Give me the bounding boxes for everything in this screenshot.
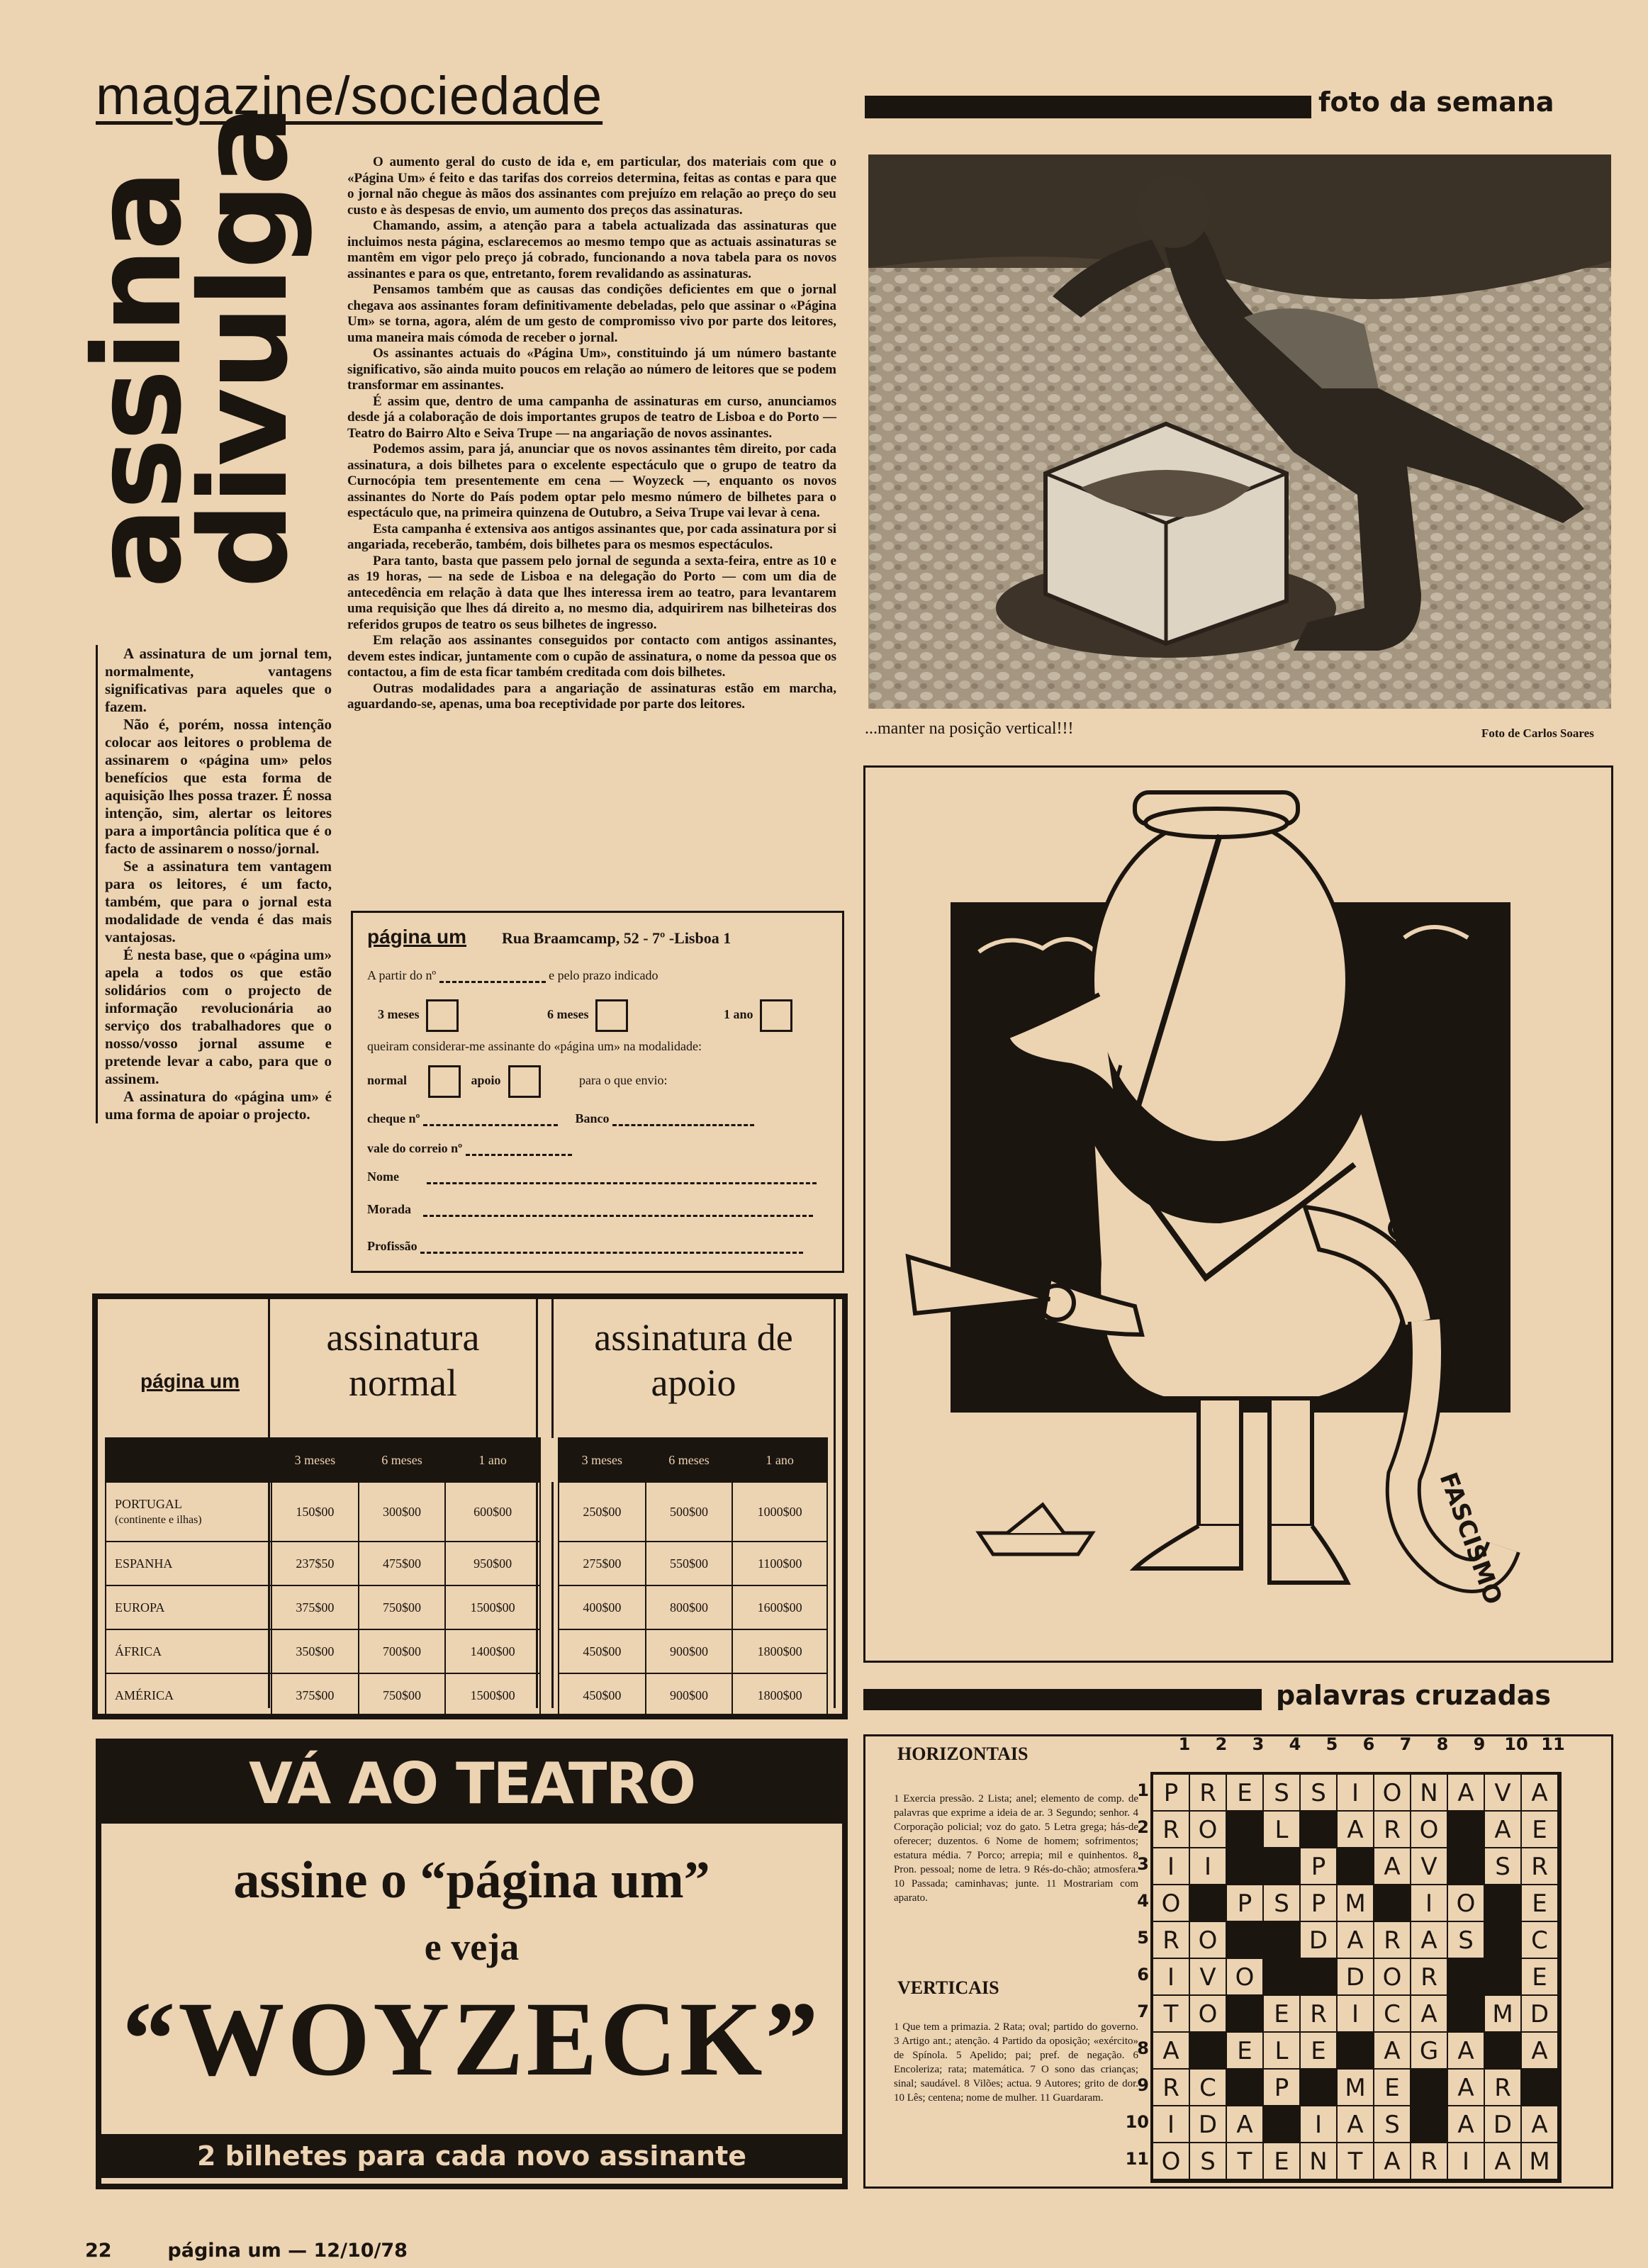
- crossword-cell[interactable]: I: [1153, 1848, 1190, 1885]
- crossword-cell[interactable]: A: [1374, 2143, 1411, 2180]
- crossword-cell[interactable]: V: [1190, 1959, 1227, 1996]
- region-name: ESPANHA: [106, 1542, 271, 1585]
- crossword-row-numbers: [1125, 1770, 1149, 2182]
- price-grid: [105, 1437, 828, 1718]
- down-title: VERTICAIS: [897, 1977, 999, 1998]
- crossword-column-number: 8: [1436, 1734, 1449, 1754]
- intro-column: [96, 645, 332, 1123]
- crossword-cell[interactable]: A: [1411, 1996, 1448, 2033]
- normal-checkbox[interactable]: [428, 1065, 461, 1098]
- crossword-column-number: 9: [1473, 1734, 1486, 1754]
- crossword-cell[interactable]: A: [1227, 2106, 1264, 2143]
- period-header: 1 ano: [445, 1438, 540, 1482]
- cartoon-drawing: [865, 768, 1611, 1661]
- crossword-black-cell: [1227, 2070, 1264, 2106]
- price-cell: 475$00: [359, 1542, 446, 1585]
- photo-heading-rule: [865, 96, 1311, 118]
- crossword-cell[interactable]: P: [1301, 1848, 1338, 1885]
- crossword-cell[interactable]: M: [1338, 2070, 1374, 2106]
- price-cell: 700$00: [359, 1629, 446, 1673]
- crossword-column-number: 3: [1252, 1734, 1265, 1754]
- crossword-black-cell: [1485, 1959, 1522, 1996]
- region-name: AMÉRICA: [106, 1673, 271, 1717]
- crossword-cell[interactable]: O: [1190, 1812, 1227, 1848]
- feature-title-line2: divulga: [174, 107, 315, 588]
- crossword-cell[interactable]: L: [1264, 1812, 1301, 1848]
- crossword-row-number: 3: [1137, 1854, 1149, 1874]
- crossword-cell[interactable]: R: [1411, 2143, 1448, 2180]
- crossword-black-cell: [1448, 1959, 1485, 1996]
- crossword-black-cell: [1227, 1848, 1264, 1885]
- price-cell: 375$00: [271, 1673, 359, 1717]
- crossword-black-cell: [1190, 2033, 1227, 2070]
- crossword-column-number: 6: [1362, 1734, 1375, 1754]
- crossword-cell[interactable]: O: [1190, 1996, 1227, 2033]
- crossword-column-number: 7: [1399, 1734, 1412, 1754]
- theatre-ad: [96, 1739, 848, 2189]
- crossword-cell[interactable]: P: [1264, 2070, 1301, 2106]
- region-name: ÁFRICA: [106, 1629, 271, 1673]
- crossword-cell[interactable]: C: [1522, 1922, 1559, 1959]
- crossword-cell[interactable]: A: [1338, 2106, 1374, 2143]
- crossword-cell[interactable]: I: [1301, 2106, 1338, 2143]
- crossword-cell[interactable]: A: [1411, 1922, 1448, 1959]
- article-paragraph: É assim que, dentro de uma campanha de assinaturas em curso, anunciamos desde já a colaboração de dois importantes grupos de teatro de Lisboa e do Porto — Teatro do Bairro Alto e Seiva Trupe — na angariação de novos assinantes.: [347, 393, 836, 441]
- crossword-column-number: 5: [1325, 1734, 1338, 1754]
- crossword-cell[interactable]: E: [1301, 2033, 1338, 2070]
- send-label: para o que envio:: [579, 1073, 668, 1088]
- price-cell: 1800$00: [732, 1629, 827, 1673]
- crossword-black-cell: [1301, 2070, 1338, 2106]
- crossword-cell[interactable]: I: [1411, 1885, 1448, 1922]
- crossword-cell[interactable]: A: [1338, 1812, 1374, 1848]
- price-cell: 900$00: [646, 1629, 733, 1673]
- photo-caption: ...manter na posição vertical!!!: [865, 719, 1074, 738]
- ad-play-title: “WOYZECK”: [122, 1980, 822, 2098]
- crossword-cell[interactable]: I: [1153, 2106, 1190, 2143]
- price-row: [106, 1482, 827, 1542]
- crossword-cell[interactable]: N: [1411, 1775, 1448, 1812]
- crossword-cell[interactable]: S: [1374, 2106, 1411, 2143]
- crossword-cell[interactable]: E: [1522, 1812, 1559, 1848]
- crossword-cell[interactable]: A: [1522, 2033, 1559, 2070]
- intro-paragraph: É nesta base, que o «página um» apela a todos os que estão solidários com o projecto de informação revolucionária ao serviço dos trabalhadores que o nosso/vosso jornal assume e pretende levar a cabo, para que o assinem.: [105, 946, 332, 1087]
- section-label: magazine/sociedade: [96, 66, 603, 126]
- period-label: e pelo prazo indicado: [549, 968, 658, 982]
- crossword-cell[interactable]: D: [1190, 2106, 1227, 2143]
- crossword-cell[interactable]: L: [1264, 2033, 1301, 2070]
- price-cell: 600$00: [445, 1482, 540, 1542]
- crossword-cell[interactable]: R: [1374, 1922, 1411, 1959]
- photo-heading: foto da semana: [1318, 86, 1554, 118]
- crossword-row-number: 5: [1137, 1928, 1149, 1948]
- crossword-black-cell: [1264, 1922, 1301, 1959]
- crossword-cell[interactable]: V: [1485, 1775, 1522, 1812]
- crossword-black-cell: [1374, 1885, 1411, 1922]
- masthead: página um — 12/10/78: [167, 2240, 408, 2262]
- name-field[interactable]: [427, 1171, 817, 1184]
- crossword-black-cell: [1338, 2033, 1374, 2070]
- price-cell: 300$00: [359, 1482, 446, 1542]
- crossword-cell[interactable]: I: [1338, 1996, 1374, 2033]
- option-3-label: 3 meses: [378, 1007, 420, 1022]
- crossword-black-cell: [1264, 2106, 1301, 2143]
- coupon-address: Rua Braamcamp, 52 - 7º -Lisboa 1: [502, 929, 731, 947]
- crossword-column-number: 1: [1178, 1734, 1191, 1754]
- photo-image: [868, 155, 1611, 709]
- crossword-row-number: 7: [1137, 2002, 1149, 2021]
- crossword-cell[interactable]: A: [1338, 1922, 1374, 1959]
- crossword-cell[interactable]: O: [1153, 1885, 1190, 1922]
- vale-label: vale do correio nº: [367, 1141, 463, 1155]
- price-row: [106, 1585, 827, 1629]
- price-cell: 900$00: [646, 1673, 733, 1717]
- price-cell: 250$00: [559, 1482, 646, 1542]
- crossword-cell[interactable]: M: [1485, 1996, 1522, 2033]
- crossword-cell[interactable]: R: [1190, 1775, 1227, 1812]
- crossword-row-number: 6: [1137, 1965, 1149, 1984]
- crossword-cell[interactable]: N: [1301, 2143, 1338, 2180]
- crossword-cell[interactable]: D: [1301, 1922, 1338, 1959]
- crossword-black-cell: [1227, 1812, 1264, 1848]
- crossword-black-cell: [1448, 1812, 1485, 1848]
- price-cell: 1000$00: [732, 1482, 827, 1542]
- intro-paragraph: A assinatura de um jornal tem, normalmente, vantagens significativas para aqueles que o fazem.: [105, 645, 332, 715]
- region-name: EUROPA: [106, 1585, 271, 1629]
- crossword-cell[interactable]: O: [1374, 1959, 1411, 1996]
- price-cell: 450$00: [559, 1673, 646, 1717]
- crossword-black-cell: [1227, 1996, 1264, 2033]
- vale-field[interactable]: [466, 1143, 572, 1156]
- period-header: 6 meses: [646, 1438, 733, 1482]
- ad-line2: e veja: [424, 1926, 520, 1968]
- intro-paragraph: A assinatura do «página um» é uma forma de apoiar o projecto.: [105, 1088, 332, 1123]
- price-cell: 350$00: [271, 1629, 359, 1673]
- crossword-cell[interactable]: O: [1411, 1812, 1448, 1848]
- price-cell: 450$00: [559, 1629, 646, 1673]
- crossword-row-number: 2: [1137, 1817, 1149, 1837]
- crossword-cell[interactable]: E: [1227, 2033, 1264, 2070]
- crossword-cell[interactable]: P: [1227, 1885, 1264, 1922]
- crossword-cell[interactable]: D: [1485, 2106, 1522, 2143]
- crossword-cell[interactable]: I: [1190, 1848, 1227, 1885]
- crossword-black-cell: [1411, 2106, 1448, 2143]
- cartoon-signature: ARA-1978: [975, 1419, 1073, 1442]
- crossword-cell[interactable]: T: [1153, 1996, 1190, 2033]
- apoio-title: assinatura de apoio: [594, 1316, 793, 1404]
- crossword-cell[interactable]: A: [1374, 1848, 1411, 1885]
- price-row: [106, 1629, 827, 1673]
- crossword-cell[interactable]: O: [1153, 2143, 1190, 2180]
- crossword-cell[interactable]: T: [1227, 2143, 1264, 2180]
- price-cell: 150$00: [271, 1482, 359, 1542]
- crossword-cell[interactable]: A: [1448, 2106, 1485, 2143]
- crossword-black-cell: [1522, 2070, 1559, 2106]
- price-row: [106, 1673, 827, 1717]
- crossword-cell[interactable]: R: [1411, 1959, 1448, 1996]
- price-cell: 1500$00: [445, 1673, 540, 1717]
- crossword-black-cell: [1301, 1959, 1338, 1996]
- crossword-grid: [1150, 1772, 1562, 2183]
- crossword-cell[interactable]: O: [1448, 1885, 1485, 1922]
- ad-line1: assine o “página um”: [233, 1851, 710, 1909]
- subscription-coupon: [351, 911, 844, 1273]
- crossword-cell[interactable]: O: [1374, 1775, 1411, 1812]
- cheque-label: cheque nº: [367, 1111, 420, 1125]
- bank-label: Banco: [575, 1111, 610, 1125]
- crossword-black-cell: [1485, 1922, 1522, 1959]
- crossword-cell[interactable]: S: [1264, 1885, 1301, 1922]
- apoio-checkbox[interactable]: [508, 1065, 541, 1098]
- address-field[interactable]: [423, 1203, 813, 1217]
- crossword-cell[interactable]: O: [1227, 1959, 1264, 1996]
- crossword-heading: palavras cruzadas: [1276, 1680, 1552, 1711]
- price-cell: 1800$00: [732, 1673, 827, 1717]
- name-label: Nome: [367, 1169, 399, 1184]
- feature-title: [68, 107, 319, 588]
- crossword-row-number: 8: [1137, 2038, 1149, 2058]
- crossword-column-number: 4: [1289, 1734, 1301, 1754]
- price-cell: 1500$00: [445, 1585, 540, 1629]
- crossword-cell[interactable]: S: [1264, 1775, 1301, 1812]
- crossword-black-cell: [1485, 2033, 1522, 2070]
- address-label: Morada: [367, 1202, 411, 1216]
- crossword-cell[interactable]: C: [1190, 2070, 1227, 2106]
- crossword-row-number: 11: [1125, 2149, 1149, 2169]
- crossword-cell[interactable]: I: [1338, 1775, 1374, 1812]
- crossword-black-cell: [1338, 1848, 1374, 1885]
- price-cell: 550$00: [646, 1542, 733, 1585]
- article-paragraph: Esta campanha é extensiva aos antigos assinantes que, por cada assinatura por si angariada, receberão, também, dois bilhetes para os mesmos espectáculos.: [347, 521, 836, 552]
- price-cell: 800$00: [646, 1585, 733, 1629]
- price-row: [106, 1542, 827, 1585]
- crossword-cell[interactable]: A: [1374, 2033, 1411, 2070]
- crossword-cell[interactable]: E: [1522, 1885, 1559, 1922]
- crossword-column-number: 10: [1504, 1734, 1528, 1754]
- crossword-cell[interactable]: A: [1522, 1775, 1559, 1812]
- political-cartoon: [863, 765, 1613, 1663]
- crossword-black-cell: [1190, 1885, 1227, 1922]
- intro-paragraph: Não é, porém, nossa intenção colocar aos leitores o problema de assinarem o «página um» pelos benefícios que esta forma de aquisição lhes possa trazer. É nossa intenção, sim, alertar os leitores para a importância política que é o facto de assinarem o nosso/jornal.: [105, 716, 332, 857]
- bank-field[interactable]: [612, 1113, 754, 1126]
- crossword-row-number: 10: [1125, 2112, 1149, 2132]
- crossword-cell[interactable]: I: [1153, 1959, 1190, 1996]
- crossword-black-cell: [1448, 1996, 1485, 2033]
- period-header: 1 ano: [732, 1438, 827, 1482]
- article-paragraph: Pensamos também que as causas das condições deficientes em que o jornal chegava aos assinantes foram definitivamente debeladas, pelo que assinar o «Página Um» se torna, agora, além de um gesto de compromisso vivo por parte dos leitores, uma maneira mais cómoda de receber o jornal.: [347, 282, 836, 345]
- article-paragraph: O aumento geral do custo de ida e, em particular, dos materiais com que o «Página Um» é feito e das tarifas dos correios determina, feitas as contas e para que o jornal não chegue às mãos dos assinantes com prejuízo em relação ao preço do seu custo e às despesas de envio, um aumento dos preços das assinaturas.: [347, 155, 836, 218]
- price-cell: 237$50: [271, 1542, 359, 1585]
- crossword-row-number: 9: [1137, 2075, 1149, 2095]
- cartoon-band-text: FASCISMO: [1433, 1469, 1508, 1609]
- apoio-label: apoio: [471, 1073, 501, 1088]
- price-cell: 500$00: [646, 1482, 733, 1542]
- crossword-black-cell: [1448, 1848, 1485, 1885]
- modality-text: queiram considerar-me assinante do «página um» na modalidade:: [367, 1039, 702, 1053]
- article-paragraph: Chamando, assim, a atenção para a tabela actualizada das assinaturas que incluimos nesta página, esclarecemos ao mesmo tempo que as actuais assinaturas se mantêm em vigor pelo preço já cobrado, funcionando a nova tabela para os novos assinantes e para os que, entretanto, forem revalidando as assinaturas.: [347, 218, 836, 281]
- crossword-black-cell: [1301, 1812, 1338, 1848]
- region-note: (continente e ilhas): [115, 1514, 202, 1526]
- crossword-black-cell: [1264, 1848, 1301, 1885]
- crossword-cell[interactable]: E: [1264, 1996, 1301, 2033]
- article-paragraph: Os assinantes actuais do «Página Um», constituindo já um número bastante significativo, são ainda muito poucos em relação ao número de leitores que se podem transformar em assinantes.: [347, 346, 836, 393]
- crossword-cell[interactable]: A: [1522, 2106, 1559, 2143]
- crossword-cell[interactable]: T: [1338, 2143, 1374, 2180]
- crossword-cell[interactable]: E: [1227, 1775, 1264, 1812]
- crossword-cell[interactable]: A: [1448, 1775, 1485, 1812]
- crossword-row-number: 1: [1137, 1780, 1149, 1800]
- crossword-cell[interactable]: D: [1338, 1959, 1374, 1996]
- option-3-checkbox[interactable]: [426, 999, 459, 1032]
- crossword-cell[interactable]: S: [1485, 1848, 1522, 1885]
- profession-field[interactable]: [420, 1240, 803, 1254]
- crossword-cell[interactable]: R: [1301, 1996, 1338, 2033]
- crossword-cell[interactable]: I: [1448, 2143, 1485, 2180]
- crossword-cell[interactable]: G: [1411, 2033, 1448, 2070]
- crossword-cell[interactable]: E: [1522, 1959, 1559, 1996]
- crossword-column-number: 11: [1541, 1734, 1565, 1754]
- price-cell: 1400$00: [445, 1629, 540, 1673]
- crossword-cell[interactable]: S: [1190, 2143, 1227, 2180]
- crossword-cell[interactable]: A: [1485, 2143, 1522, 2180]
- period-header: 3 meses: [559, 1438, 646, 1482]
- article-paragraph: Outras modalidades para a angariação de assinaturas estão em marcha, aguardando-se, apenas, uma boa receptividade por parte dos leitores.: [347, 680, 836, 712]
- article-body: [347, 155, 836, 713]
- across-clues: 1 Exercia pressão. 2 Lista; anel; elemento de comp. de palavras que exprime a ideia de ar. 3 Segundo; senhor. 4 Corporação policial; voz do gato. 5 Letra grega; hás-de oferecer; duzentos. 6 Nome de homem; sofrimentos; estatura média. 7 Porco; arrepia; mil e quinhentos. 8 Pron. pessoal; nome de letra. 9 Rés-do-chão; atmosfera. 10 Passada; caminhavas; junte. 11 Mostrariam com aparato.: [894, 1793, 1138, 1904]
- price-cell: 400$00: [559, 1585, 646, 1629]
- page-footer: [85, 2240, 408, 2262]
- page-number: 22: [85, 2240, 112, 2262]
- crossword-black-cell: [1264, 1959, 1301, 1996]
- crossword-column-number: 2: [1215, 1734, 1228, 1754]
- option-6-label: 6 meses: [546, 1007, 589, 1022]
- cheque-field[interactable]: [423, 1113, 558, 1126]
- crossword-cell[interactable]: A: [1153, 2033, 1190, 2070]
- crossword-row-number: 4: [1137, 1891, 1149, 1911]
- region-name: PORTUGAL: [115, 1497, 182, 1511]
- crossword-black-cell: [1227, 1922, 1264, 1959]
- article-paragraph: Para tanto, basta que passem pelo jornal de segunda a sexta-feira, entre as 10 e as 19 horas, — na sede de Lisboa e na delegação do Porto — com um dia de antecedência em relação à data que lhes interessa irem ao teatro, para levantarem uma requisição que lhes dá direito a, no mesmo dia, adquirirem nas bilheteiras dos referidos grupos de teatro os seus bilhetes de ingresso.: [347, 553, 836, 632]
- crossword-cell[interactable]: S: [1301, 1775, 1338, 1812]
- crossword-column-numbers: [1163, 1734, 1574, 1763]
- intro-paragraph: Se a assinatura tem vantagem para os leitores, é um facto, também, que para o jornal esta modalidade de venda é das mais vantajosas.: [105, 858, 332, 945]
- ad-footer: 2 bilhetes para cada novo assinante: [101, 2134, 842, 2178]
- down-clues: 1 Que tem a primazia. 2 Rata; oval; partido do governo. 3 Artigo ant.; atenção. 4 Partido da oposição; «exército» de Spínola. 5 Apelido; pai; pref. de negação. 6 Encoleriza; rata; matemática. 7 O sono das crianças; sinal; saudável. 8 Vilões; actua. 9 Autores; grito de dor. 10 Lês; centena; nome de mulher. 11 Guardaram.: [894, 2021, 1138, 2104]
- crossword-cell[interactable]: R: [1485, 2070, 1522, 2106]
- across-title: HORIZONTAIS: [897, 1744, 1028, 1764]
- crossword-heading-rule: [863, 1689, 1262, 1710]
- period-header: 6 meses: [359, 1438, 446, 1482]
- ad-banner: VÁ AO TEATRO: [101, 1744, 842, 1824]
- normal-label: normal: [367, 1073, 407, 1088]
- option-1y-label: 1 ano: [723, 1007, 753, 1022]
- crossword-black-cell: [1485, 1885, 1522, 1922]
- crossword-cell[interactable]: A: [1485, 1812, 1522, 1848]
- crossword-cell[interactable]: R: [1153, 1812, 1190, 1848]
- crossword-cell[interactable]: A: [1448, 2070, 1485, 2106]
- from-number-field[interactable]: [439, 970, 546, 983]
- crossword-cell[interactable]: A: [1448, 2033, 1485, 2070]
- price-table: [92, 1293, 848, 1719]
- crossword-cell[interactable]: S: [1448, 1922, 1485, 1959]
- photo-credit: Foto de Carlos Soares: [1481, 726, 1594, 740]
- article-paragraph: Podemos assim, para já, anunciar que os novos assinantes têm direito, por cada assinatura, a dois bilhetes para o excelente espectáculo que o grupo de teatro da Curnocópia tem presentemente em cena — Woyzeck —, enquanto os novos assinantes do Norte do País podem optar pelo mesmo número de bilhetes para o espectáculo que, na primeira quinzena de Outubro, a Seiva Trupe vai levar à cena.: [347, 442, 836, 520]
- crossword-cell[interactable]: D: [1522, 1996, 1559, 2033]
- price-cell: 750$00: [359, 1673, 446, 1717]
- price-cell: 1100$00: [732, 1542, 827, 1585]
- crossword-cell[interactable]: O: [1190, 1922, 1227, 1959]
- price-cell: 375$00: [271, 1585, 359, 1629]
- crossword-cell[interactable]: M: [1522, 2143, 1559, 2180]
- photo-of-week: [868, 155, 1611, 709]
- crossword-cell[interactable]: V: [1411, 1848, 1448, 1885]
- crossword-panel: [863, 1734, 1613, 2189]
- option-1y-checkbox[interactable]: [760, 999, 792, 1032]
- period-header: 3 meses: [271, 1438, 359, 1482]
- article-paragraph: Em relação aos assinantes conseguidos por contacto com antigos assinantes, devem estes indicar, juntamente com o cupão de assinatura, o nome da pessoa que os contactou, a fim de esta ficar também creditada com dois bilhetes.: [347, 633, 836, 680]
- crossword-cell[interactable]: M: [1338, 1885, 1374, 1922]
- price-table-brand: página um: [140, 1370, 240, 1392]
- crossword-cell[interactable]: R: [1153, 2070, 1190, 2106]
- price-cell: 750$00: [359, 1585, 446, 1629]
- feature-title-line1: assina: [68, 172, 208, 588]
- price-cell: 275$00: [559, 1542, 646, 1585]
- crossword-cell[interactable]: R: [1522, 1848, 1559, 1885]
- crossword-cell[interactable]: E: [1374, 2070, 1411, 2106]
- option-6-checkbox[interactable]: [595, 999, 628, 1032]
- crossword-cell[interactable]: R: [1374, 1812, 1411, 1848]
- normal-title: assinatura normal: [326, 1316, 480, 1404]
- price-cell: 950$00: [445, 1542, 540, 1585]
- profession-label: Profissão: [367, 1239, 417, 1253]
- crossword-cell[interactable]: C: [1374, 1996, 1411, 2033]
- price-cell: 1600$00: [732, 1585, 827, 1629]
- crossword-black-cell: [1411, 2070, 1448, 2106]
- crossword-cell[interactable]: P: [1301, 1885, 1338, 1922]
- crossword-cell[interactable]: P: [1153, 1775, 1190, 1812]
- from-number-label: A partir do nº: [367, 968, 437, 982]
- coupon-brand: página um: [367, 926, 467, 948]
- crossword-cell[interactable]: R: [1153, 1922, 1190, 1959]
- crossword-cell[interactable]: E: [1264, 2143, 1301, 2180]
